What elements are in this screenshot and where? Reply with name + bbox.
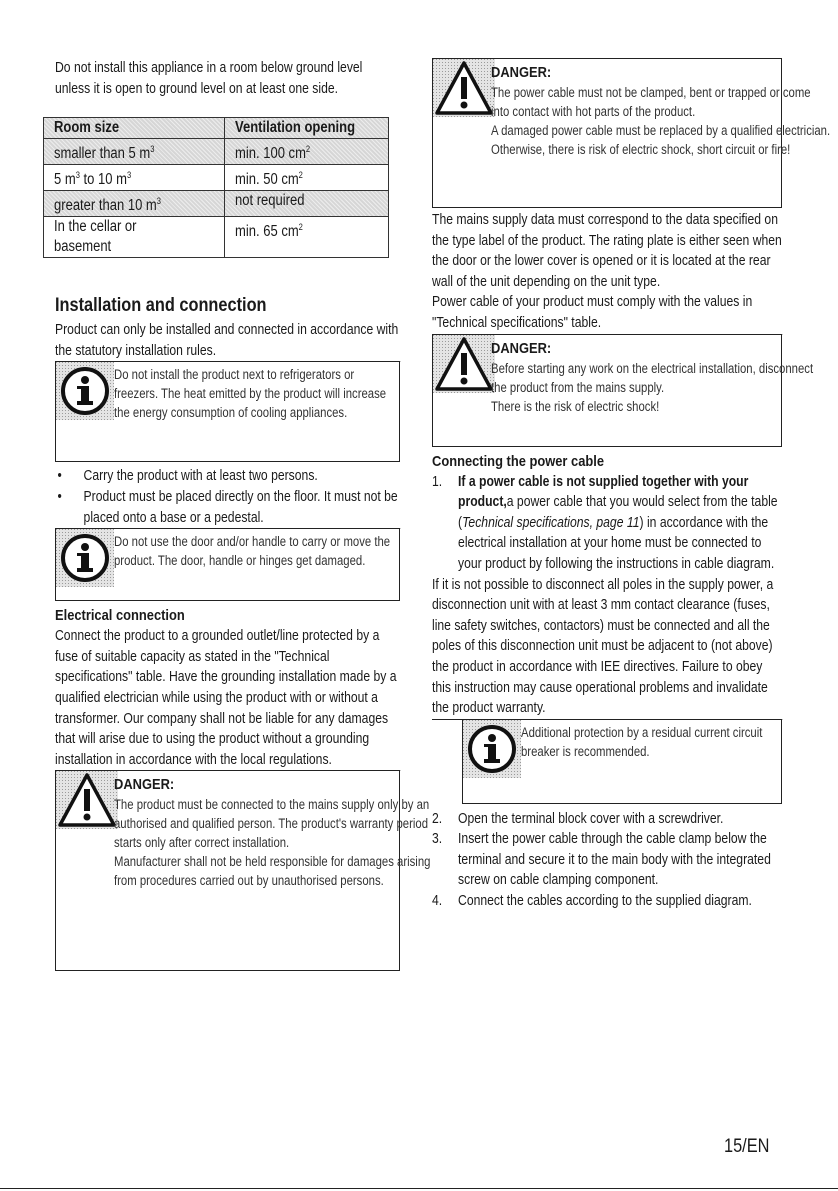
table-cell: 5 $m^3$ to 10 $m^3$ — [44, 165, 225, 191]
list-item: 1. If a power cable is not supplied together with your product,a power cable that you would select from the table (Technical specifications, page 11) in accordance with the electrical installation at your home must be connected to your product by following the instructions in cable diagram. — [432, 473, 778, 572]
table-row — [44, 217, 389, 258]
table-row — [44, 191, 389, 217]
table-cell: min. 100 $cm^2$ — [225, 139, 389, 165]
table-cell: smaller than 5 $m^3$ — [44, 139, 225, 165]
step-list — [432, 809, 782, 912]
cable-paragraph: Power cable of your product must comply with the values in "Technical specifications" table. — [432, 292, 782, 334]
connecting-title: Connecting the power cable — [432, 452, 605, 470]
step-list — [432, 472, 782, 575]
danger-title: DANGER: — [491, 64, 552, 81]
list-item: 3. Insert the power cable through the cable clamp below the terminal and secure it to the main body with the integrated screw on cable clamping component. — [432, 831, 771, 889]
list-item: • Carry the product with at least two persons. — [57, 468, 318, 485]
info-box — [55, 529, 400, 601]
danger-text: A damaged power cable must be replaced by a qualified electrician. Otherwise, there is risk of electric shock, short circuit or fire! — [491, 123, 831, 157]
danger-text: There is the risk of electric shock! — [491, 398, 660, 414]
right-column — [432, 58, 831, 912]
table-cell: not required — [225, 191, 389, 217]
info-text: Do not use the door and/or handle to carry or move the product. The door, handle or hinges get damaged. — [114, 534, 391, 569]
info-box — [462, 720, 782, 804]
danger-text: Before starting any work on the electrical installation, disconnect the product from the mains supply. — [491, 360, 814, 395]
danger-box — [432, 335, 814, 447]
danger-box — [55, 771, 431, 971]
intro-paragraph: Do not install this appliance in a room below ground level unless it is open to ground level on at least one side. — [55, 60, 363, 97]
table-cell: min. 50 $cm^2$ — [225, 165, 389, 191]
page-number: 15/EN — [724, 1136, 770, 1157]
table-cell: In the cellar or basement — [44, 217, 225, 258]
danger-text: Manufacturer shall not be held responsible for damages arising from procedures carried out by unauthorised persons. — [114, 854, 431, 889]
section-intro: Product can only be installed and connected in accordance with the statutory installation rules. — [55, 320, 400, 362]
info-icon — [56, 362, 114, 420]
info-text: Additional protection by a residual current circuit breaker is recommended. — [521, 724, 763, 759]
list-item: 2. Open the terminal block cover with a screwdriver. — [432, 810, 724, 827]
mains-paragraph: The mains supply data must correspond to the data specified on the type label of the product. The rating plate is either seen when the door or the lower cover is opened or it is located at the rear wall of the unit depending on the unit type. — [432, 212, 782, 290]
warning-triangle-icon — [56, 771, 118, 829]
table-cell: min. 65 $cm^2$ — [225, 217, 389, 258]
info-box — [55, 362, 400, 462]
danger-text: The power cable must not be clamped, bent or trapped or come into contact with hot parts of the product. — [491, 85, 811, 119]
table-header-cell: Room size — [44, 118, 225, 139]
ventilation-table — [43, 117, 389, 258]
danger-title: DANGER: — [491, 339, 552, 357]
danger-text: The product must be connected to the mains supply only by an authorised and qualified person. The product's warranty period starts only after correct installation. — [114, 797, 430, 851]
table-header-row — [44, 118, 389, 139]
table-row — [44, 165, 389, 191]
bullet-list — [55, 466, 400, 529]
info-text: Do not install the product next to refrigerators or freezers. The heat emitted by the product will increase the energy consumption of cooling appliances. — [114, 367, 387, 421]
danger-box — [432, 58, 831, 208]
electrical-paragraph: Connect the product to a grounded outlet/line protected by a fuse of suitable capacity as stated in the "Technical specifications" table. Have the grounding installation made by a qualified electrician while using the product with or without a transformer. Our company shall not be liable for any damages that will arise due to using the product without a grounding installation in accordance with the local regulations. — [55, 626, 400, 771]
warning-triangle-icon — [433, 335, 495, 393]
info-icon — [56, 529, 114, 587]
left-column — [54, 58, 431, 971]
table-cell: greater than 10 $m^3$ — [44, 191, 225, 217]
table-header-cell: Ventilation opening — [225, 118, 389, 139]
section-title: Installation and connection — [55, 295, 267, 317]
electrical-title: Electrical connection — [55, 607, 185, 625]
list-item: 4. Connect the cables according to the supplied diagram. — [432, 893, 752, 910]
info-icon — [463, 720, 521, 778]
danger-title: DANGER: — [114, 776, 175, 794]
disconnect-paragraph: If it is not possible to disconnect all poles in the supply power, a disconnection unit with at least 3 mm contact clearance (fuses, line safety switches, contactors) must be connected and all the poles of this disconnection unit must be adjacent to (not above) the product in accordance with IEE directives. Failure to obey this instruction may cause operational problems and invalidate the product warranty. — [432, 575, 782, 720]
list-item: • Product must be placed directly on the floor. It must not be placed onto a base or a pedestal. — [57, 488, 398, 526]
footer-rule — [0, 1188, 838, 1189]
table-row — [44, 139, 389, 165]
warning-triangle-icon — [433, 59, 495, 117]
